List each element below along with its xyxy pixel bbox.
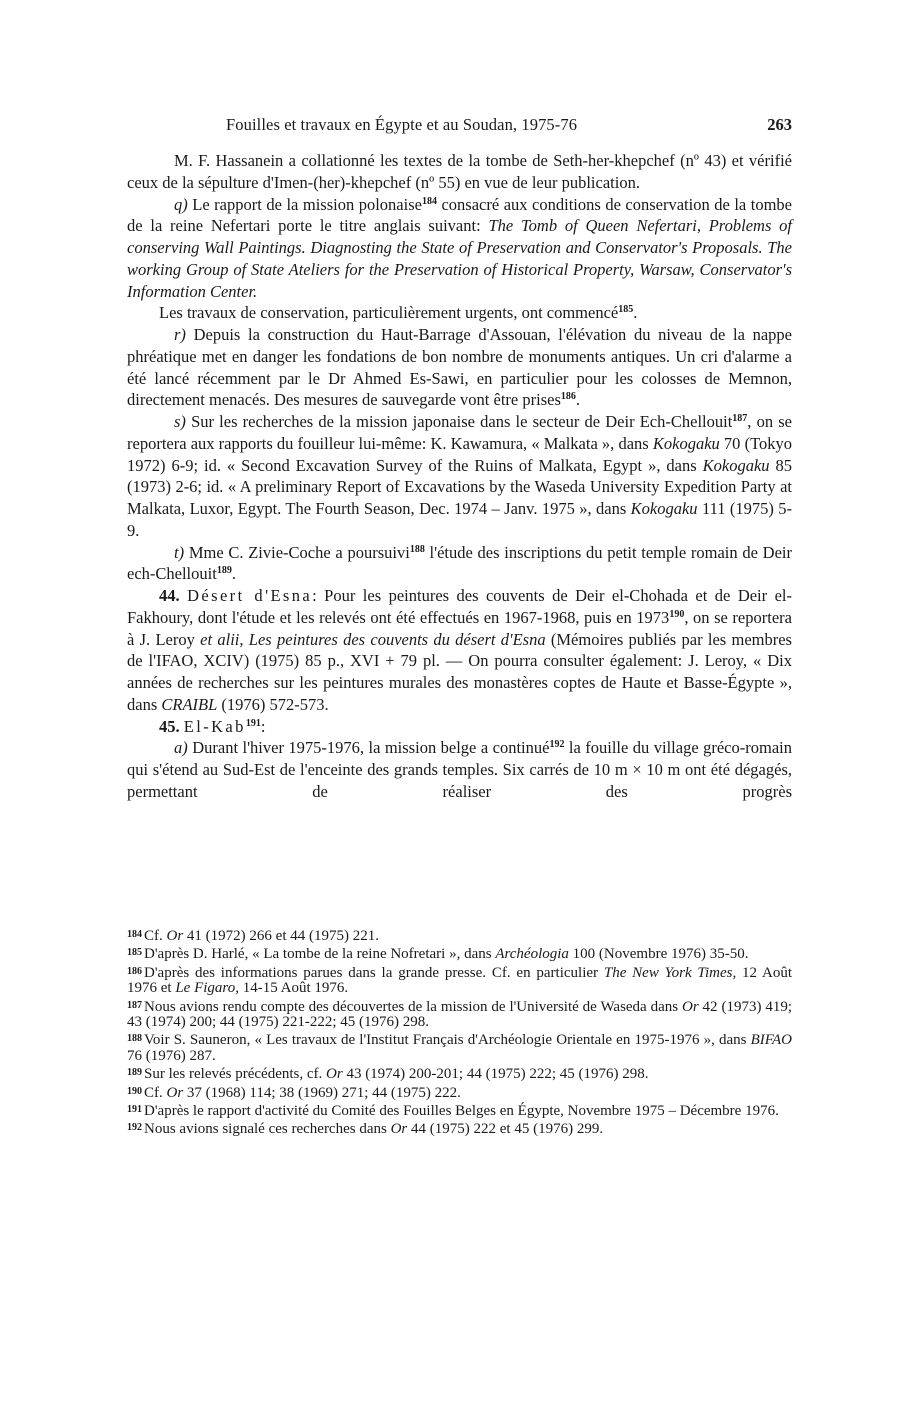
- section-number-45: 45.: [159, 716, 180, 736]
- section-44: 44. Désert d'Esna: Pour les peintures des couvents de Deir el-Chohada et de Deir el-Fakhoury, dont l'étude et les relevés ont été effectués en 1967-1968, puis en 1973$^{190}$, on se reportera à J. Leroy et alii, Les peintures des couvents du désert d'Esna (Mémoires publiés par les membres de l'IFAO, XCIV) (1975) 85 p., XVI + 79 pl. — On pourra consulter également: J. Leroy, « Dix années de recherches sur les peintures murales des monastères coptes de Haute et Basse-Égypte », dans CRAIBL (1976) 572-573.: [127, 586, 793, 714]
- paragraph-r: r) Depuis la construction du Haut-Barrage d'Assouan, l'élévation du niveau de la nappe phréatique met en danger les fondations de bon nombre de monuments antiques. Un cri d'alarme a été lancé récemment par le Dr Ahmed Es-Sawi, en particulier pour les colosses de Memnon, directement menacés. Des mesures de sauvegarde vont être prises$^{186}$.: [127, 325, 792, 410]
- footnote-ref-184: 184: [421, 195, 437, 207]
- footnote-186: $^{186}$ D'après des informations parues dans la grande presse. Cf. en particulier The New York Times, 12 Août 1976 et Le Figaro, 14-15 Août 1976.: [127, 964, 793, 997]
- journal-kokogaku: Kokogaku: [630, 499, 698, 518]
- footnote-185: $^{185}$ D'après D. Harlé, « La tombe de la reine Nofretari », dans Archéologia 100 (Novembre 1976) 35-50.: [127, 946, 749, 963]
- footnotes: [127, 927, 792, 1139]
- paragraph-s: s) Sur les recherches de la mission japonaise dans le secteur de Deir Ech-Chellouit$^{187}$, on se reportera aux rapports du fouilleur lui-même: K. Kawamura, « Malkata », dans Kokogaku 70 (Tokyo 1972) 6-9; id. « Second Excavation Survey of the Ruins of Malkata, Egypt », dans Kokogaku 85 (1973) 2-6; id. « A preliminary Report of Excavations by the Waseda University Expedition Party at Malkata, Luxor, Egypt. The Fourth Season, Dec. 1974 – Janv. 1975 », dans Kokogaku 111 (1975) 5-9.: [127, 412, 792, 540]
- footnote-192: $^{192}$ Nous avions signalé ces recherches dans Or 44 (1975) 222 et 45 (1976) 299.: [127, 1121, 604, 1138]
- section-title-el-kab: El-Kab: [183, 716, 246, 736]
- footnote-ref-192: 192: [549, 739, 565, 751]
- paragraph-conservation: Les travaux de conservation, particulièrement urgents, ont commencé$^{185}$.: [159, 303, 638, 323]
- footnote-ref-186: 186: [560, 391, 576, 403]
- footnote-number: 185: [127, 947, 142, 959]
- item-marker-t: t): [174, 542, 185, 562]
- item-marker-s: s): [174, 412, 186, 431]
- section-45: 45. El-Kab$^{191}$:: [159, 716, 266, 736]
- footnote-ref-188: 188: [409, 543, 425, 555]
- journal-craibl: CRAIBL: [161, 694, 218, 714]
- footnote-number: 186: [127, 965, 142, 977]
- footnote-ref-190: 190: [669, 608, 685, 620]
- footnote-191: $^{191}$ D'après le rapport d'activité du Comité des Fouilles Belges en Égypte, Novembre 1975 – Décembre 1976.: [127, 1103, 779, 1120]
- journal-kokogaku: Kokogaku: [652, 433, 720, 453]
- footnote-number: 188: [127, 1033, 142, 1045]
- page-number: 263: [767, 115, 792, 134]
- journal-kokogaku: Kokogaku: [702, 455, 770, 475]
- footnote-number: 192: [127, 1122, 142, 1134]
- book-title-esna: et alii, Les peintures des couvents du désert d'Esna: [200, 629, 546, 649]
- footnote-number: 190: [127, 1085, 142, 1097]
- footnote-189: $^{189}$ Sur les relevés précédents, cf. Or 43 (1974) 200-201; 44 (1975) 222; 45 (1976) 298.: [127, 1066, 649, 1083]
- footnote-188: $^{188}$ Voir S. Sauneron, « Les travaux de l'Institut Français d'Archéologie Orientale en 1975-1976 », dans BIFAO 76 (1976) 287.: [127, 1032, 792, 1064]
- item-marker-q: q): [174, 194, 188, 214]
- footnote-187: $^{187}$ Nous avions rendu compte des découvertes de la mission de l'Université de Waseda dans Or 42 (1973) 419; 43 (1974) 200; 44 (1975) 221-222; 45 (1976) 298.: [127, 998, 792, 1031]
- paragraph-a: a) Durant l'hiver 1975-1976, la mission belge a continué$^{192}$ la fouille du village gréco-romain qui s'étend au Sud-Est de l'enceinte des grands temples. Six carrés de 10 m × 10 m ont été dégagés, permettant de réaliser des progrès: [127, 738, 792, 801]
- footnote-number: 187: [127, 999, 142, 1011]
- running-header: [127, 115, 792, 137]
- footnote-number: 184: [127, 929, 142, 940]
- item-marker-a: a): [174, 738, 188, 758]
- report-title: The Tomb of Queen Nefertari, Problems of conserving Wall Paintings. Diagnosting the State of Preservation and Conservator's Proposals. The working Group of State Ateliers for the Preservation of Historical Property, Warsaw, Conservator's Information Center.: [127, 216, 792, 301]
- footnote-number: 191: [127, 1104, 142, 1116]
- footnote-184: $^{184}$ Cf. Or 41 (1972) 266 et 44 (1975) 221.: [127, 928, 379, 944]
- footnote-ref-187: 187: [732, 413, 748, 424]
- paragraph-t: t) Mme C. Zivie-Coche a poursuivi$^{188}$ l'étude des inscriptions du petit temple romain de Deir ech-Chellouit$^{189}$.: [127, 542, 792, 584]
- footnote-ref-189: 189: [216, 565, 232, 577]
- footnote-number: 189: [127, 1067, 142, 1079]
- running-title: Fouilles et travaux en Égypte et au Soudan, 1975-76: [226, 115, 578, 134]
- paragraph-hassanein: M. F. Hassanein a collationné les textes de la tombe de Seth-her-khepchef (nº 43) et vérifié ceux de la sépulture d'Imen-(her)-khepchef (nº 55) en vue de leur publication.: [127, 151, 792, 192]
- footnote-ref-191: 191: [245, 717, 261, 729]
- paragraph-q: q) Le rapport de la mission polonaise$^{184}$ consacré aux conditions de conservation de la tombe de la reine Nefertari porte le titre anglais suivant: The Tomb of Queen Nefertari, Problems of conserving Wall Paintings. Diagnosting the State of Preservation and Conservator's Proposals. The working Group of State Ateliers for the Preservation of Historical Property, Warsaw, Conservator's Information Center.: [127, 194, 792, 301]
- footnote-190: $^{190}$ Cf. Or 37 (1968) 114; 38 (1969) 271; 44 (1975) 222.: [127, 1084, 461, 1101]
- item-marker-r: r): [174, 325, 186, 344]
- section-number-44: 44.: [159, 586, 180, 605]
- section-title-esna: Désert d'Esna: [187, 586, 313, 605]
- main-text: [127, 150, 792, 803]
- footnote-ref-185: 185: [618, 304, 634, 316]
